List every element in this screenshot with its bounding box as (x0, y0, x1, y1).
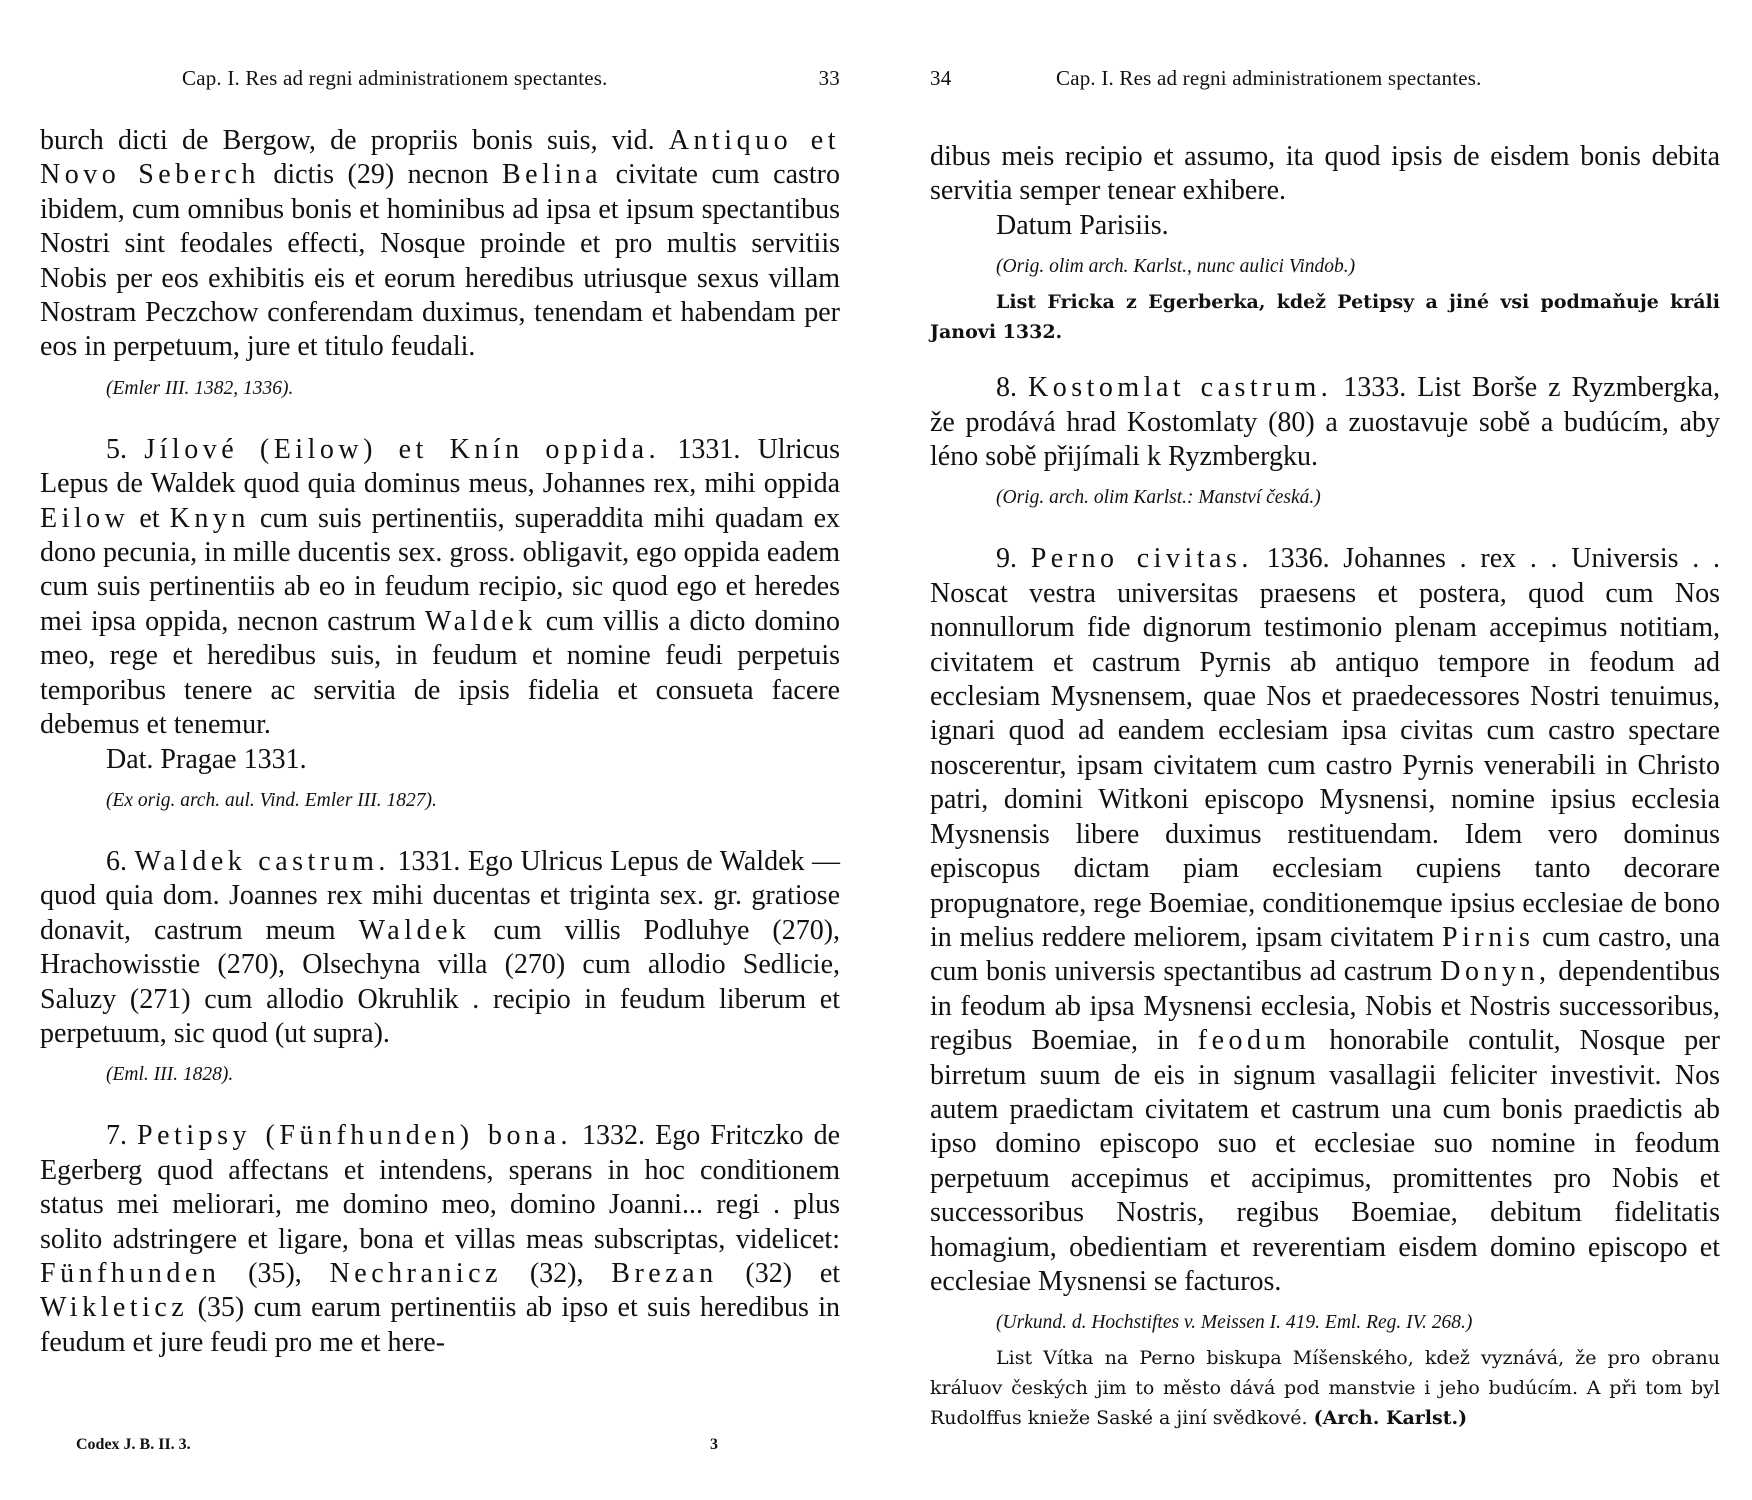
entry-heading: Petipsy (Fünfhunden) bona. (137, 1120, 572, 1152)
spaced-name: Belina (502, 159, 603, 191)
entry-number: 8. (996, 372, 1017, 404)
paragraph-continued: dibus meis recipio et assumo, ita quod ipsis de eisdem bonis debita servitia semper tenear exhibere. (930, 141, 1720, 207)
running-title: Cap. I. Res ad regni administrationem spectantes. (182, 66, 608, 90)
spaced-name: Fünfhunden (40, 1257, 221, 1289)
source-citation: (Urkund. d. Hochstiftes v. Meissen I. 419. Eml. Reg. IV. 268.) (996, 1312, 1473, 1334)
entry-heading: Kostomlat castrum. (1028, 372, 1333, 404)
spaced-name: Waldek (358, 914, 471, 946)
source-citation: (Emler III. 1382, 1336). (106, 377, 294, 399)
page-body (930, 140, 1720, 1433)
czech-summary: List Fricka z Egerberka, kdež Petipsy a jiné vsi podmaňuje králi Janovi 1332. (930, 291, 1720, 344)
entry-heading: Perno civitas. (1030, 543, 1253, 575)
signature-mark: Codex J. B. II. 3. (76, 1436, 191, 1453)
running-title: Cap. I. Res ad regni administrationem spectantes. (1056, 66, 1482, 90)
entry-8: 8. Kostomlat castrum. 1333. List Borše z Ryzmbergka, že prodává hrad Kostomlaty (80) a zuostavuje sobě a budúcím, aby léno sobě přijímali k Ryzmbergku. (930, 372, 1721, 473)
spaced-name: Knyn (169, 502, 250, 534)
spaced-name: Wikleticz (40, 1292, 189, 1324)
source-citation: (Eml. III. 1828). (106, 1064, 234, 1086)
page-number: 34 (930, 66, 952, 90)
entry-5: 5. Jílové (Eilow) et Knín oppida. 1331. Ulricus Lepus de Waldek quod quia dominus meus, Johannes rex, mihi oppida Eilow et Knyn cum suis pertinentiis, superaddita mihi quadam ex dono pecunia, in mille ducentis sex. gross. obligavit, ego oppida eadem cum suis pertinentiis ab eo in feudum recipio, sic quod ego et heredes mei ipsa oppida, necnon castrum Waldek cum villis a dicto domino meo, rege et heredibus suis, in feudum et nomine feudi perpetuis temporibus tenere ac servitia de ipsis fidelia et consueta facere debemus et tenemur. (40, 433, 841, 741)
czech-summary: List Vítka na Perno biskupa Míšenského, kdež vyznává, že pro obranu králuov českých jim to město dává pod manstvie i jeho budúcím. A při tom byl Rudolffus knieže Saské a jiní svědkové. (Arch. Karlst.) (930, 1347, 1720, 1430)
spaced-name: Eilow (40, 502, 130, 534)
entry-number: 9. (996, 543, 1017, 575)
dating-line: Datum Parisiis. (996, 209, 1169, 241)
spaced-name: Waldek (424, 605, 537, 637)
paragraph-continued: burch dicti de Bergow, de propriis bonis suis, vid. Antiquo et Novo Seberch dictis (29) necnon Belina civitate cum castro ibidem, cum omnibus bonis et hominibus ad ipsa et ipsum spectantibus Nostri sint feodales effecti, Nosque proinde et pro multis servitiis Nobis per eos exhibitis eis et eorum heredibus utriusque sexus villam Nostram Peczchow conferendam duximus, tenendam et habendam per eos in perpetuum, jure et titulo feudali. (40, 125, 841, 363)
page-number: 33 (818, 66, 840, 90)
entry-heading: Waldek castrum. (134, 845, 390, 877)
spaced-name: Antiquo et Novo Seberch (40, 125, 841, 191)
dating-line: Dat. Pragae 1331. (106, 743, 307, 775)
gathering-number: 3 (710, 1436, 718, 1453)
spaced-name: feodum (1197, 1025, 1311, 1057)
source-citation: (Ex orig. arch. aul. Vind. Emler III. 1827). (106, 789, 437, 811)
source-citation: (Orig. olim arch. Karlst., nunc aulici Vindob.) (996, 256, 1356, 278)
source-citation: (Orig. arch. olim Karlst.: Manství česká.) (996, 487, 1321, 509)
spaced-name: Brezan (611, 1257, 718, 1289)
entry-6: 6. Waldek castrum. 1331. Ego Ulricus Lepus de Waldek — quod quia dom. Joannes rex mihi ducentas et triginta sex. gr. gratiose donavit, castrum meum Waldek cum villis Podluhye (270), Hrachowisstie (270), Olsechyna villa (270) cum allodio Sedlicie, Saluzy (271) cum allodio Okruhlik . recipio in feudum liberum et perpetuum, sic quod (ut supra). (40, 845, 841, 1049)
entry-number: 6. (106, 845, 127, 877)
entry-7: 7. Petipsy (Fünfhunden) bona. 1332. Ego Fritczko de Egerberg quod affectans et intendens, sperans in hoc conditionem status mei meliorari, me domino meo, domino Joanni... regi . plus solito adstringere et ligare, bona et villas meas subscriptas, videlicet: Fünfhunden (35), Nechranicz (32), Brezan (32) et Wikleticz (35) cum earum pertinentiis ab ipso et suis heredibus in feudum et jure feudi pro me et here- (40, 1120, 841, 1358)
spaced-name: Donyn, (1440, 956, 1551, 988)
spaced-name: Nechranicz (329, 1257, 503, 1289)
page-body (40, 124, 840, 1360)
spaced-name: Pirnis (1442, 921, 1535, 953)
entry-9: 9. Perno civitas. 1336. Johannes . rex . . Universis . . Noscat vestra universitas praesens et postera, quod cum Nos nonnullorum fide dignorum testimonio plenam accepimus notitiam, civitatem et castrum Pyrnis ab antiquo tempore in feodum ad ecclesiam Mysnensem, quae Nos et praedecessores Nostri tenuimus, ignari quod ad eandem ecclesiam ipsa civitas cum castro spectare noscerentur, ipsam civitatem cum castro Pyrnis venerabili in Christo patri, domini Witkoni episcopo Mysnensi, nomine ipsius ecclesia Mysnensis libere duximus restituendam. Idem vero dominus episcopus dictam piam ecclesiam cupiens tanto decorare propugnatore, rege Boemiae, conditionemque ipsius ecclesiae de bono in melius reddere meliorem, ipsam civitatem Pirnis cum castro, una cum bonis universis spectantibus ad castrum Donyn, dependentibus in feodum ab ipsa Mysnensi ecclesia, Nobis et Nostris successoribus, regibus Boemiae, in feodum honorabile contulit, Nosque per birretum suum de eis in signum vasallagii feliciter investivit. Nos autem praedictam civitatem et castrum una cum bonis praedictis ab ipso domino episcopo suo et ecclesiae suo nomine in feodum perpetuum accepimus et accipimus, promittentes pro Nobis et successoribus Nostris, regibus Boemiae, debitum fidelitatis homagium, obedientiam et reverentiam eisdem domino episcopo et ecclesiae Mysnensi se facturos. (930, 543, 1721, 1297)
entry-heading: Jílové (Eilow) et Knín oppida. (144, 433, 661, 465)
entry-number: 5. (106, 433, 127, 465)
entry-number: 7. (106, 1120, 127, 1152)
